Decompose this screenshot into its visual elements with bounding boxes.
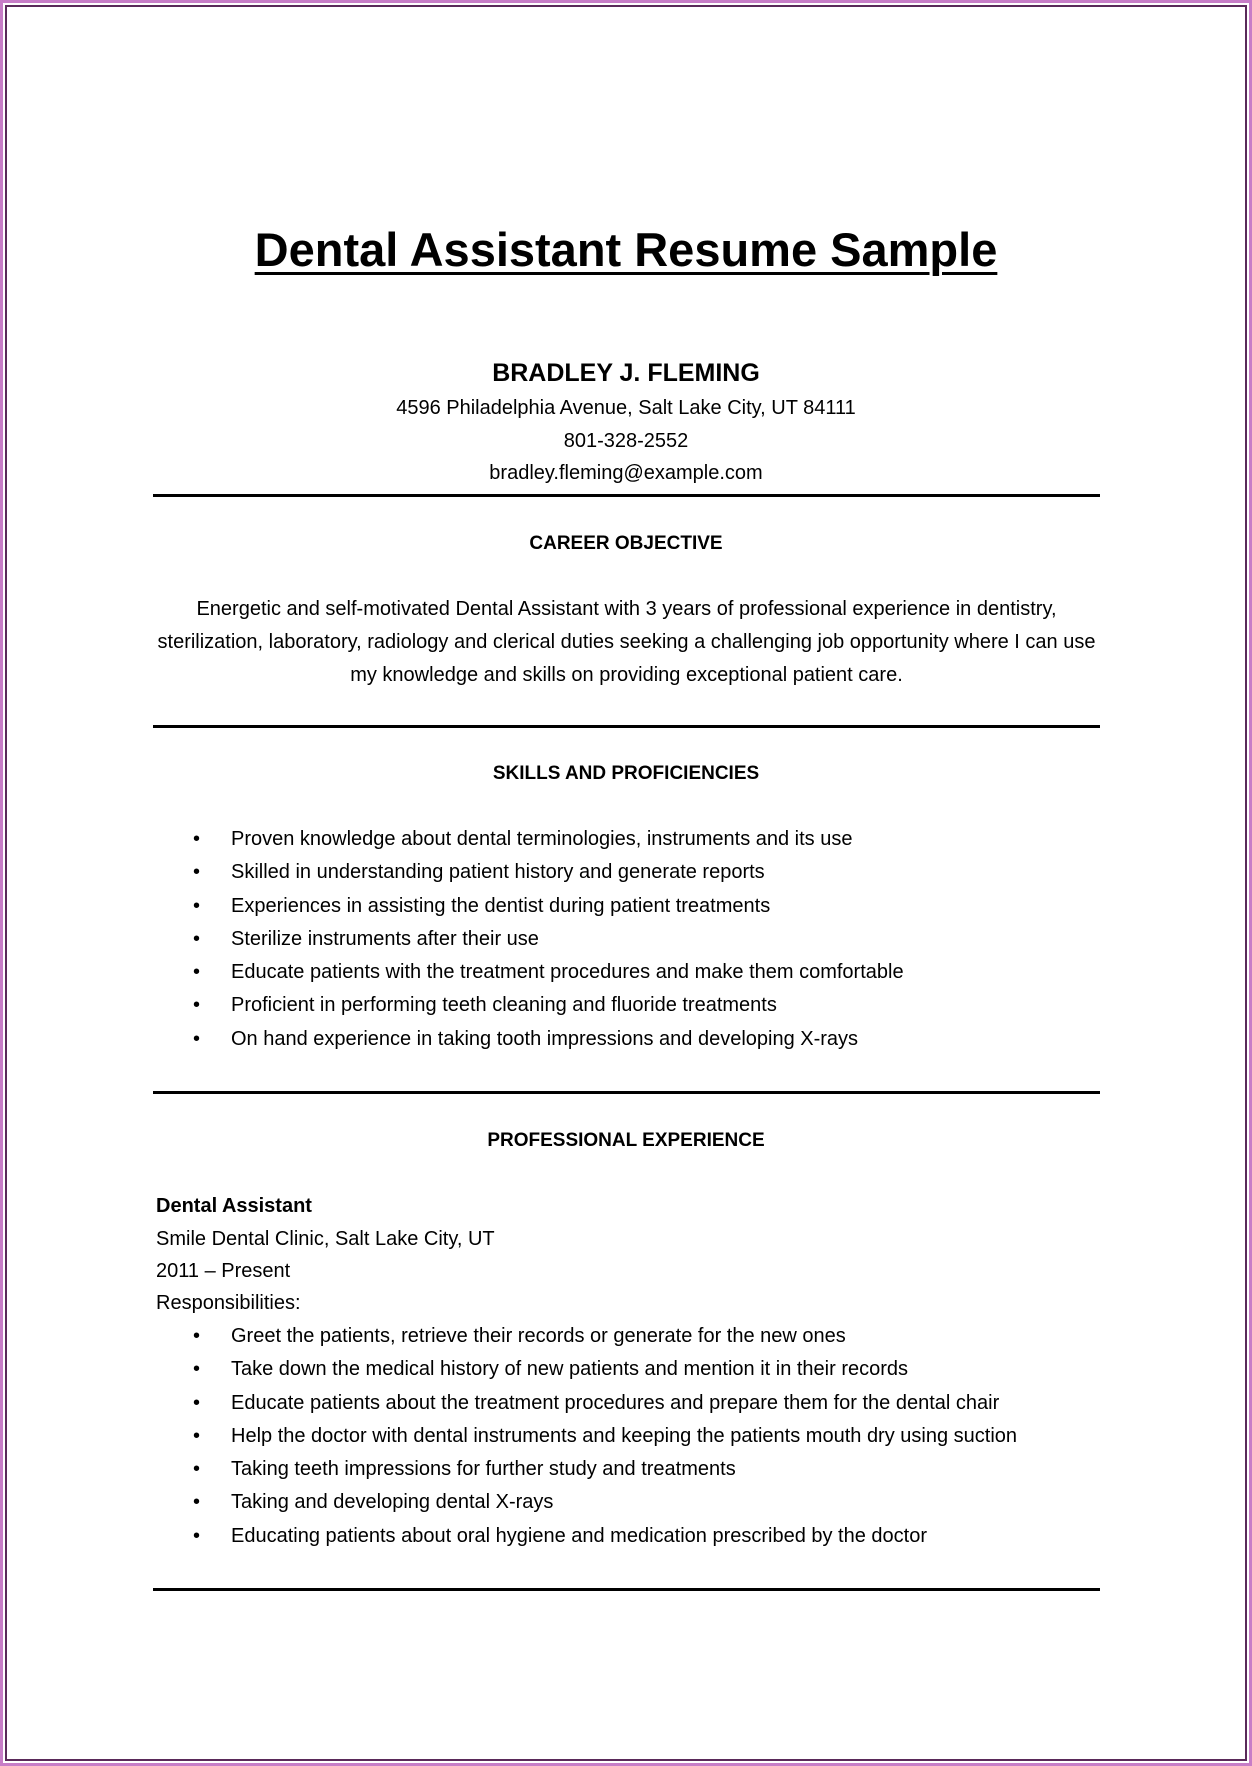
job-period: 2011 – Present bbox=[156, 1260, 291, 1282]
section-divider bbox=[153, 725, 1100, 728]
responsibility-text: Educating patients about oral hygiene and medication prescribed by the doctor bbox=[231, 1524, 928, 1547]
list-item bbox=[153, 823, 1100, 856]
bullet-icon: • bbox=[193, 1524, 201, 1547]
bullet-icon: • bbox=[193, 1027, 201, 1050]
job-employer: Smile Dental Clinic, Salt Lake City, UT bbox=[156, 1228, 495, 1250]
list-item bbox=[153, 923, 1100, 956]
responsibility-text: Taking and developing dental X-rays bbox=[231, 1491, 554, 1514]
responsibilities-list bbox=[153, 1320, 1100, 1553]
bullet-icon: • bbox=[193, 961, 201, 984]
list-item bbox=[153, 1420, 1100, 1453]
skill-text: Educate patients with the treatment procedures and make them comfortable bbox=[231, 961, 904, 984]
bullet-icon: • bbox=[193, 994, 201, 1017]
list-item bbox=[153, 1453, 1100, 1486]
list-item bbox=[153, 856, 1100, 889]
responsibilities-label: Responsibilities: bbox=[156, 1292, 301, 1314]
list-item bbox=[153, 1023, 1100, 1056]
bullet-icon: • bbox=[193, 1424, 201, 1447]
section-divider bbox=[153, 1588, 1100, 1591]
skill-text: Sterilize instruments after their use bbox=[231, 927, 539, 950]
bullet-icon: • bbox=[193, 1358, 201, 1381]
responsibility-text: Help the doctor with dental instruments and keeping the patients mouth dry using suction bbox=[231, 1424, 1018, 1447]
skill-text: Skilled in understanding patient history and generate reports bbox=[231, 861, 765, 884]
bullet-icon: • bbox=[193, 927, 201, 950]
list-item bbox=[153, 1320, 1100, 1353]
document-title: Dental Assistant Resume Sample bbox=[254, 223, 998, 276]
bullet-icon: • bbox=[193, 1391, 201, 1414]
bullet-icon: • bbox=[193, 894, 201, 917]
responsibility-text: Educate patients about the treatment procedures and prepare them for the dental chair bbox=[231, 1391, 1000, 1414]
section-divider bbox=[153, 494, 1100, 497]
skill-text: Proven knowledge about dental terminologies, instruments and its use bbox=[231, 828, 853, 850]
list-item bbox=[153, 890, 1100, 923]
career-objective-heading: CAREER OBJECTIVE bbox=[529, 533, 723, 554]
list-item bbox=[153, 989, 1100, 1022]
responsibility-text: Greet the patients, retrieve their records or generate for the new ones bbox=[231, 1325, 846, 1347]
skill-text: Proficient in performing teeth cleaning and fluoride treatments bbox=[231, 994, 777, 1017]
responsibility-text: Take down the medical history of new patients and mention it in their records bbox=[231, 1358, 909, 1381]
list-item bbox=[153, 956, 1100, 989]
candidate-address: 4596 Philadelphia Avenue, Salt Lake City, UT 84111 bbox=[396, 397, 856, 419]
skill-text: Experiences in assisting the dentist during patient treatments bbox=[231, 894, 771, 917]
list-item bbox=[153, 1486, 1100, 1519]
skills-heading: SKILLS AND PROFICIENCIES bbox=[492, 763, 760, 784]
list-item bbox=[153, 1520, 1100, 1553]
bullet-icon: • bbox=[193, 1491, 201, 1514]
skill-text: On hand experience in taking tooth impressions and developing X-rays bbox=[231, 1027, 859, 1050]
experience-heading: PROFESSIONAL EXPERIENCE bbox=[487, 1130, 765, 1151]
skills-list bbox=[153, 823, 1100, 1056]
list-item bbox=[153, 1387, 1100, 1420]
job-title: Dental Assistant bbox=[156, 1195, 312, 1217]
candidate-phone: 801-328-2552 bbox=[563, 430, 689, 452]
bullet-icon: • bbox=[193, 861, 201, 884]
bullet-icon: • bbox=[193, 828, 201, 850]
responsibility-text: Taking teeth impressions for further study and treatments bbox=[231, 1458, 736, 1481]
career-objective-text: Energetic and self-motivated Dental Assistant with 3 years of professional experience in dentistry, sterilization, laboratory, radiology and clerical duties seeking a challenging job opportunity where I can use my knowledge and skills on providing exceptional patient care. bbox=[157, 598, 1096, 686]
candidate-email: bradley.fleming@example.com bbox=[489, 462, 763, 484]
bullet-icon: • bbox=[193, 1325, 201, 1347]
candidate-name: BRADLEY J. FLEMING bbox=[492, 359, 760, 387]
section-divider bbox=[153, 1091, 1100, 1094]
list-item bbox=[153, 1353, 1100, 1386]
bullet-icon: • bbox=[193, 1458, 201, 1481]
